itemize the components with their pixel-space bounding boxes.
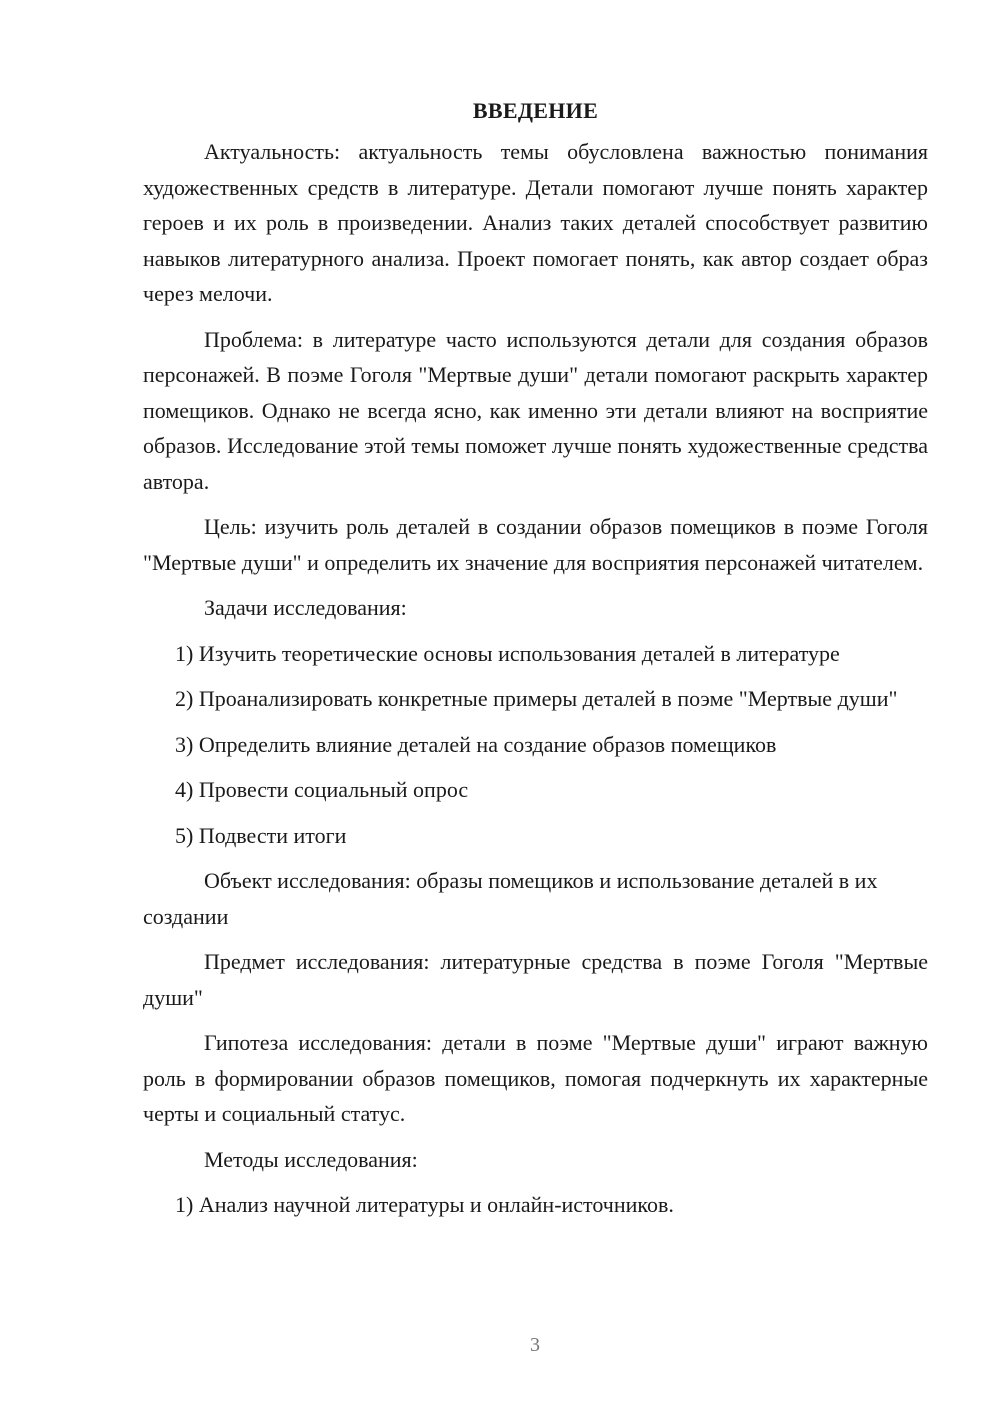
object-paragraph: Объект исследования: образы помещиков и использование деталей в их создании xyxy=(143,868,878,929)
task-item: 4) Провести социальный опрос xyxy=(175,777,469,802)
task-item: 3) Определить влияние деталей на создание образов помещиков xyxy=(175,731,777,757)
problem-paragraph: Проблема: в литературе часто используются детали для создания образов персонажей. В поэме Гоголя "Мертвые души" детали помогают раскрыть характер помещиков. Однако не всегда ясно, как именно эти детали влияют на восприятие образов. Исследование этой темы поможет лучше понять художественные средства автора. xyxy=(143,326,928,494)
task-item: 2) Проанализировать конкретные примеры деталей в поэме "Мертвые души" xyxy=(175,686,898,711)
actuality-paragraph: Актуальность: актуальность темы обусловлена важностью понимания художественных средств в литературе. Детали помогают лучше понять характер героев и их роль в произведении. Анализ таких деталей способствует развитию навыков литературного анализа. Проект помогает понять, как автор создает образ через мелочи. xyxy=(143,139,928,306)
task-item: 5) Подвести итоги xyxy=(175,822,347,848)
methods-heading: Методы исследования: xyxy=(204,1146,418,1172)
goal-paragraph: Цель: изучить роль деталей в создании образов помещиков в поэме Гоголя "Мертвые души" и определить их значение для восприятия персонажей читателем. xyxy=(143,514,928,575)
page-number: 3 xyxy=(530,1334,540,1356)
method-item: 1) Анализ научной литературы и онлайн-источников. xyxy=(175,1192,674,1217)
task-item: 1) Изучить теоретические основы использования деталей в литературе xyxy=(175,640,840,666)
hypothesis-paragraph: Гипотеза исследования: детали в поэме "Мертвые души" играют важную роль в формировании образов помещиков, помогая подчеркнуть их характерные черты и социальный статус. xyxy=(143,1030,928,1126)
tasks-heading: Задачи исследования: xyxy=(204,595,407,620)
subject-paragraph: Предмет исследования: литературные средства в поэме Гоголя "Мертвые души" xyxy=(143,949,928,1010)
page-title: ВВЕДЕНИЕ xyxy=(472,98,599,123)
document-page xyxy=(143,96,928,1233)
